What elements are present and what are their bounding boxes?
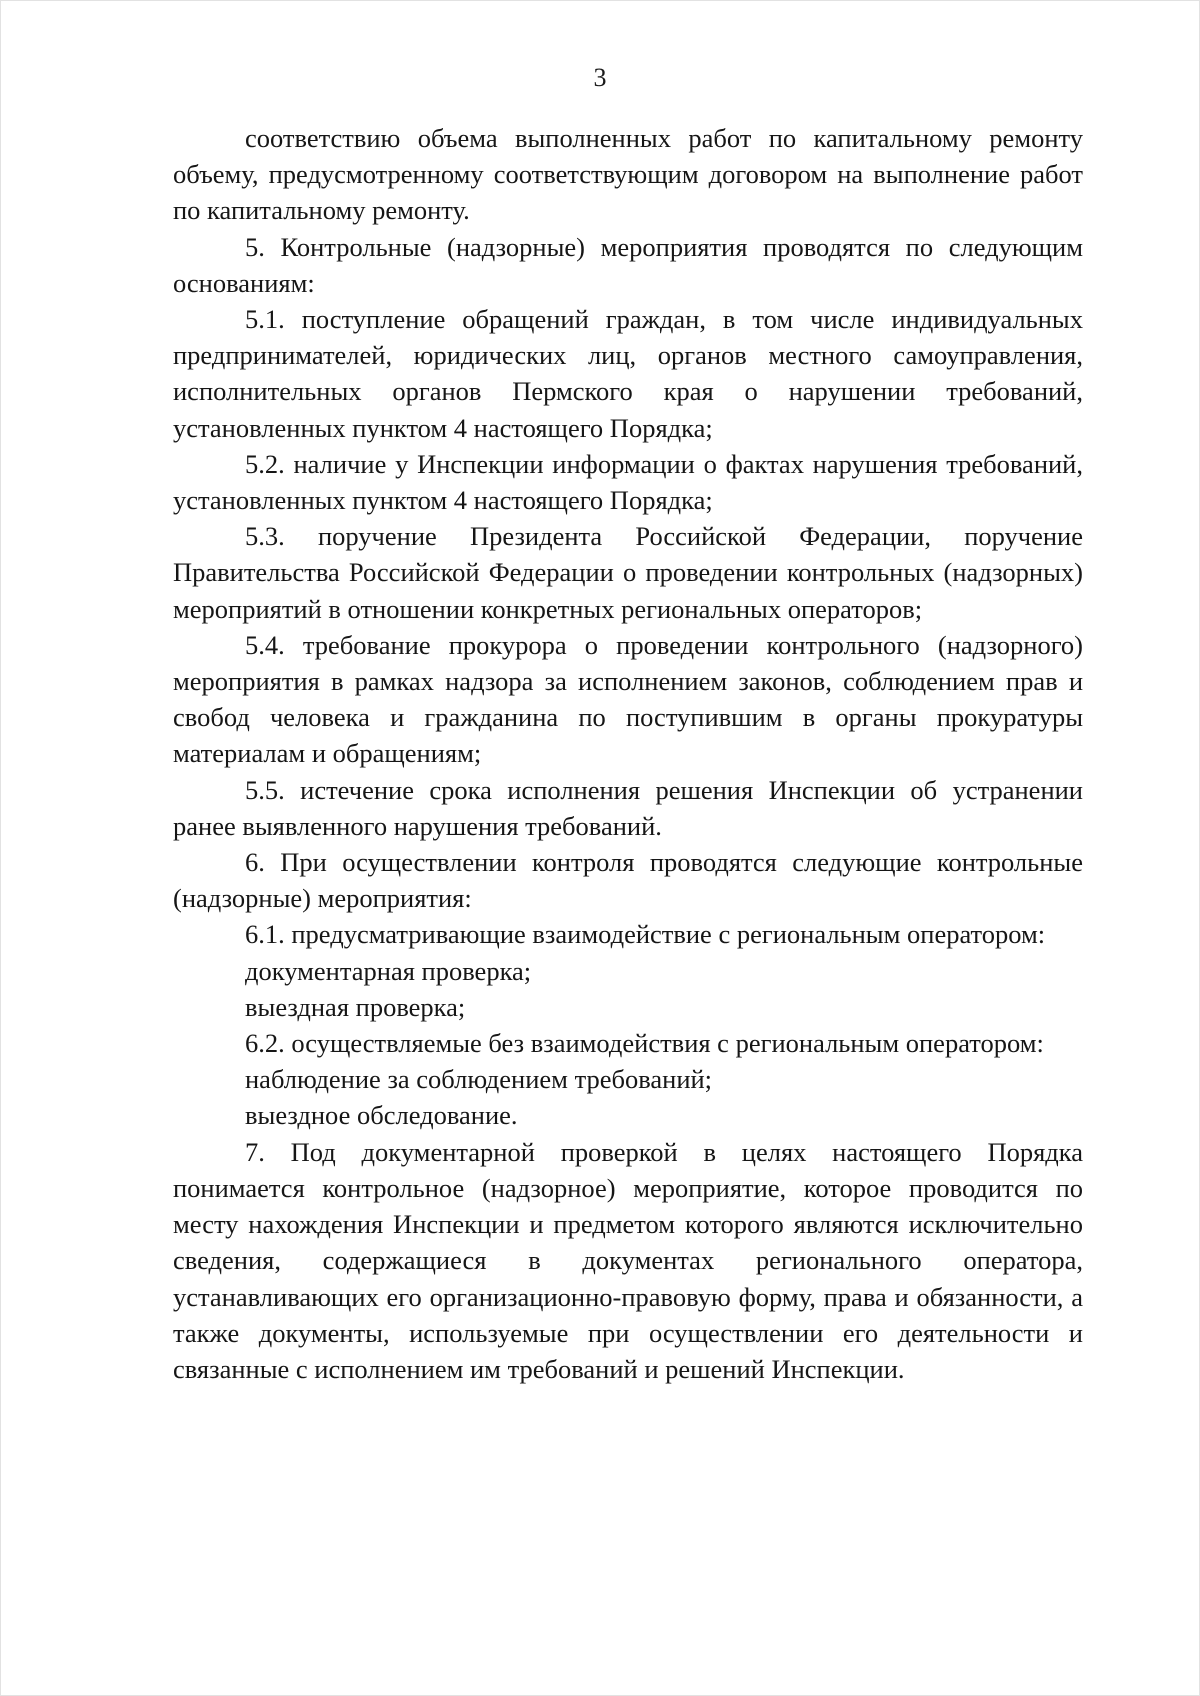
list-item-field-check: выездная проверка; <box>245 991 466 1022</box>
paragraph-5-2: 5.2. наличие у Инспекции информации о фактах нарушения требований, установленных пунктом 4 настоящего Порядка; <box>173 448 1083 516</box>
paragraph-5-5: 5.5. истечение срока исполнения решения Инспекции об устранении ранее выявленного нарушения требований. <box>173 774 1083 841</box>
paragraph-6-1: 6.1. предусматривающие взаимодействие с региональным оператором: <box>245 919 1046 950</box>
list-item-field-survey: выездное обследование. <box>245 1100 518 1131</box>
paragraph-5: 5. Контрольные (надзорные) мероприятия проводятся по следующим основаниям: <box>173 231 1083 298</box>
page-number: 3 <box>593 63 607 92</box>
paragraph-5-1: 5.1. поступление обращений граждан, в том числе индивидуальных предпринимателей, юридических лиц, органов местного самоуправления, исполнительных органов Пермского края о нарушении требований, установленных пунктом 4 настоящего Порядка; <box>173 304 1083 443</box>
paragraph-6: 6. При осуществлении контроля проводятся следующие контрольные (надзорные) мероприятия: <box>173 847 1083 914</box>
list-item-observation: наблюдение за соблюдением требований; <box>245 1064 713 1095</box>
paragraph-5-4: 5.4. требование прокурора о проведении контрольного (надзорного) мероприятия в рамках надзора за исполнением законов, соблюдением прав и свобод человека и гражданина по поступившим в органы прокуратуры материалам и обращениям; <box>173 629 1083 769</box>
paragraph-5-3: 5.3. поручение Президента Российской Федерации, поручение Правительства Российской Федерации о проведении контрольных (надзорных) мероприятий в отношении конкретных региональных операторов; <box>173 521 1083 624</box>
document-body <box>173 120 1083 1387</box>
list-item-documentary-check: документарная проверка; <box>245 955 532 986</box>
paragraph-7: 7. Под документарной проверкой в целях настоящего Порядка понимается контрольное (надзорное) мероприятие, которое проводится по месту нахождения Инспекции и предметом которого являются исключительно сведения, содержащиеся в документах регионального оператора, устанавливающих его организационно-правовую форму, права и обязанности, а также документы, используемые при осуществлении его деятельности и связанные с исполнением им требований и решений Инспекции. <box>173 1136 1083 1384</box>
paragraph-continuation: соответствию объема выполненных работ по капитальному ремонту объему, предусмотренному соответствующим договором на выполнение работ по капитальному ремонту. <box>173 123 1083 226</box>
paragraph-6-2: 6.2. осуществляемые без взаимодействия с региональным оператором: <box>245 1028 1044 1059</box>
